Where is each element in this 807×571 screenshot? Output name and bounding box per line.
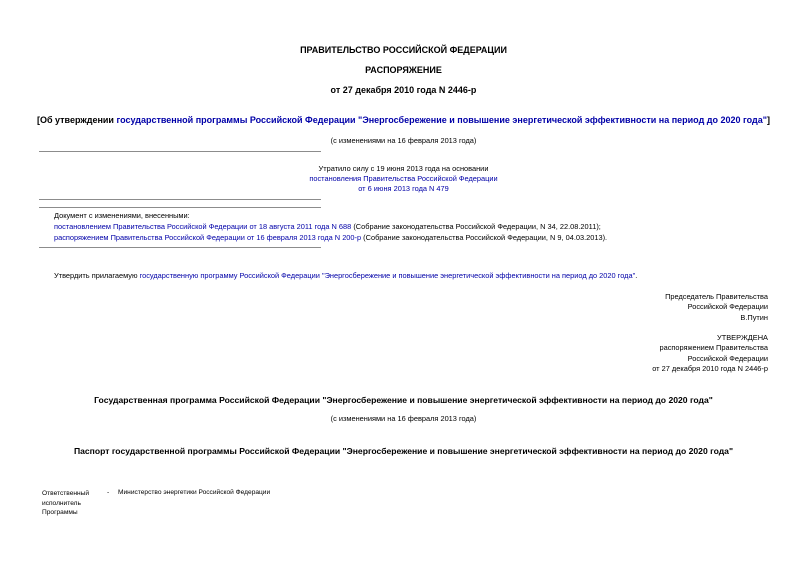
program-revision-note: (с изменениями на 16 февраля 2013 года) — [330, 414, 477, 423]
amendment-item-1 — [54, 222, 601, 231]
title-open-bracket: [Об утверждении — [36, 115, 117, 125]
amendment-2-source: (Собрание законодательства Российской Федерации, N 9, 04.03.2013). — [361, 233, 608, 242]
amendment-2-link[interactable]: распоряжением Правительства Российской Федерации от 16 февраля 2013 года N 200-р — [54, 233, 362, 242]
approved-country: Российской Федерации — [687, 353, 768, 363]
program-title: Государственная программа Российской Федерации "Энергосбережение и повышение энергетической эффективности на период до 2020 года" — [94, 395, 713, 405]
signature-block — [665, 292, 768, 323]
amendment-item-2 — [54, 233, 607, 242]
document-type: РАСПОРЯЖЕНИЕ — [365, 65, 442, 75]
title-close-bracket: ] — [767, 115, 771, 125]
amendment-1-source: (Собрание законодательства Российской Федерации, N 34, 22.08.2011); — [351, 222, 601, 231]
approve-statement — [54, 271, 637, 280]
title-program-link[interactable]: государственной программы Российской Федерации "Энергосбережение и повышение энергетической эффективности на период до 2020 года" — [116, 115, 768, 125]
approved-by: распоряжением Правительства — [659, 343, 768, 353]
amendments-intro: Документ с изменениями, внесенными: — [54, 211, 190, 220]
document-title — [0, 115, 807, 125]
void-notice-line1: Утратило силу с 19 июня 2013 года на основании — [318, 164, 489, 173]
amendment-1-link[interactable]: постановлением Правительства Российской Федерации от 18 августа 2011 года N 688 — [54, 222, 352, 231]
passport-label-line1: Ответственный — [42, 490, 90, 497]
signature-country: Российской Федерации — [687, 302, 768, 312]
passport-title: Паспорт государственной программы Российской Федерации "Энергосбережение и повышение энергетической эффективности на период до 2020 года" — [73, 446, 734, 456]
separator-line — [39, 199, 321, 200]
passport-label-line3: Программы — [42, 509, 78, 516]
signature-position: Председатель Правительства — [665, 292, 768, 301]
government-header: ПРАВИТЕЛЬСТВО РОССИЙСКОЙ ФЕДЕРАЦИИ — [300, 45, 507, 55]
approve-prefix: Утвердить прилагаемую — [54, 271, 140, 280]
approved-block — [652, 333, 768, 374]
separator-line — [39, 207, 321, 208]
approve-program-link[interactable]: государственную программу Российской Федерации "Энергосбережение и повышение энергетической эффективности на период до 2020 года" — [139, 271, 636, 280]
passport-dash: - — [107, 489, 110, 496]
document-date-number: от 27 декабря 2010 года N 2446-р — [330, 85, 477, 95]
passport-label-line2: исполнитель — [42, 499, 81, 507]
separator-line — [39, 151, 321, 152]
approve-suffix: . — [635, 271, 638, 280]
void-notice-link-date[interactable]: от 6 июня 2013 года N 479 — [358, 184, 449, 193]
passport-field-label — [42, 489, 89, 518]
passport-field-value: Министерство энергетики Российской Федерации — [118, 489, 271, 496]
void-notice-link-decree[interactable]: постановления Правительства Российской Федерации — [309, 174, 498, 183]
signature-name: В.Путин — [740, 312, 768, 322]
approved-heading: УТВЕРЖДЕНА — [717, 333, 768, 342]
separator-line — [39, 247, 321, 248]
revision-note: (с изменениями на 16 февраля 2013 года) — [330, 136, 477, 145]
approved-date: от 27 декабря 2010 года N 2446-р — [652, 363, 768, 373]
